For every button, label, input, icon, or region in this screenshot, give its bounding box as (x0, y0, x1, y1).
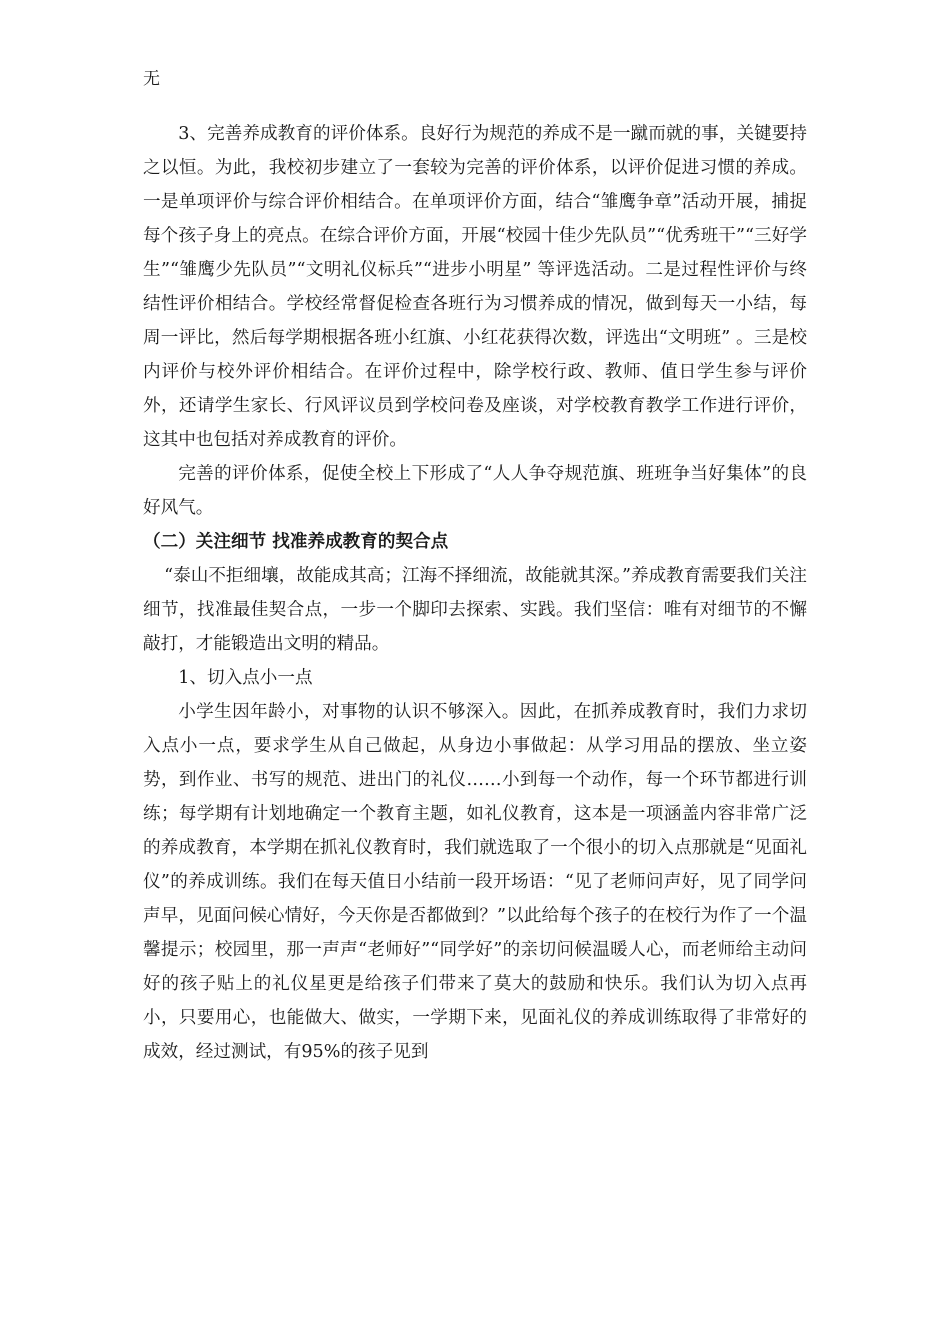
document-body (143, 117, 807, 1069)
paragraph-evaluation-system: 3、完善养成教育的评价体系。良好行为规范的养成不是一蹴而就的事，关键要持之以恒。为此，我校初步建立了一套较为完善的评价体系，以评价促进习惯的养成。一是单项评价与综合评价相结合。在单项评价方面，结合“雏鹰争章”活动开展，捕捉每个孩子身上的亮点。在综合评价方面，开展“校园十佳少先队员”“优秀班干”“三好学生”“雏鹰少先队员”“文明礼仪标兵”“进步小明星” 等评选活动。二是过程性评价与终结性评价相结合。学校经常督促检查各班行为习惯养成的情况，做到每天一小结，每周一评比，然后每学期根据各班小红旗、小红花获得次数，评选出“文明班” 。三是校内评价与校外评价相结合。在评价过程中，除学校行政、教师、值日学生参与评价外，还请学生家长、行风评议员到学校问卷及座谈，对学校教育教学工作进行评价，这其中也包括对养成教育的评价。 (143, 124, 807, 450)
section-heading: （二）关注细节 找准养成教育的契合点 (143, 532, 449, 552)
paragraph-entry-point: 小学生因年龄小，对事物的认识不够深入。因此，在抓养成教育时，我们力求切入点小一点，要求学生从自己做起，从身边小事做起：从学习用品的摆放、坐立姿势，到作业、书写的规范、进出门的礼仪……小到每一个动作，每一个环节都进行训练；每学期有计划地确定一个教育主题，如礼仪教育，这本是一项涵盖内容非常广泛的养成教育，本学期在抓礼仪教育时，我们就选取了一个很小的切入点那就是“见面礼仪”的养成训练。我们在每天值日小结前一段开场语：“见了老师问声好，见了同学问声早，见面问候心情好，今天你是否都做到？”以此给每个孩子的在校行为作了一个温馨提示；校园里，那一声声“老师好”“同学好”的亲切问候温暖人心，而老师给主动问好的孩子贴上的礼仪星更是给孩子们带来了莫大的鼓励和快乐。我们认为切入点再小，只要用心，也能做大、做实，一学期下来，见面礼仪的养成训练取得了非常好的成效，经过测试，有95%的孩子见到 (143, 702, 807, 1062)
subheading-entry-point: 1、切入点小一点 (178, 668, 313, 688)
page-header-label: 无 (143, 69, 160, 89)
paragraph-details-quote: “泰山不拒细壤，故能成其高；江海不择细流，故能就其深。”养成教育需要我们关注细节，找准最佳契合点，一步一个脚印去探索、实践。我们坚信：唯有对细节的不懈敲打，才能锻造出文明的精品。 (143, 566, 807, 654)
paragraph-evaluation-result: 完善的评价体系，促使全校上下形成了“人人争夺规范旗、班班争当好集体”的良好风气。 (143, 464, 807, 518)
